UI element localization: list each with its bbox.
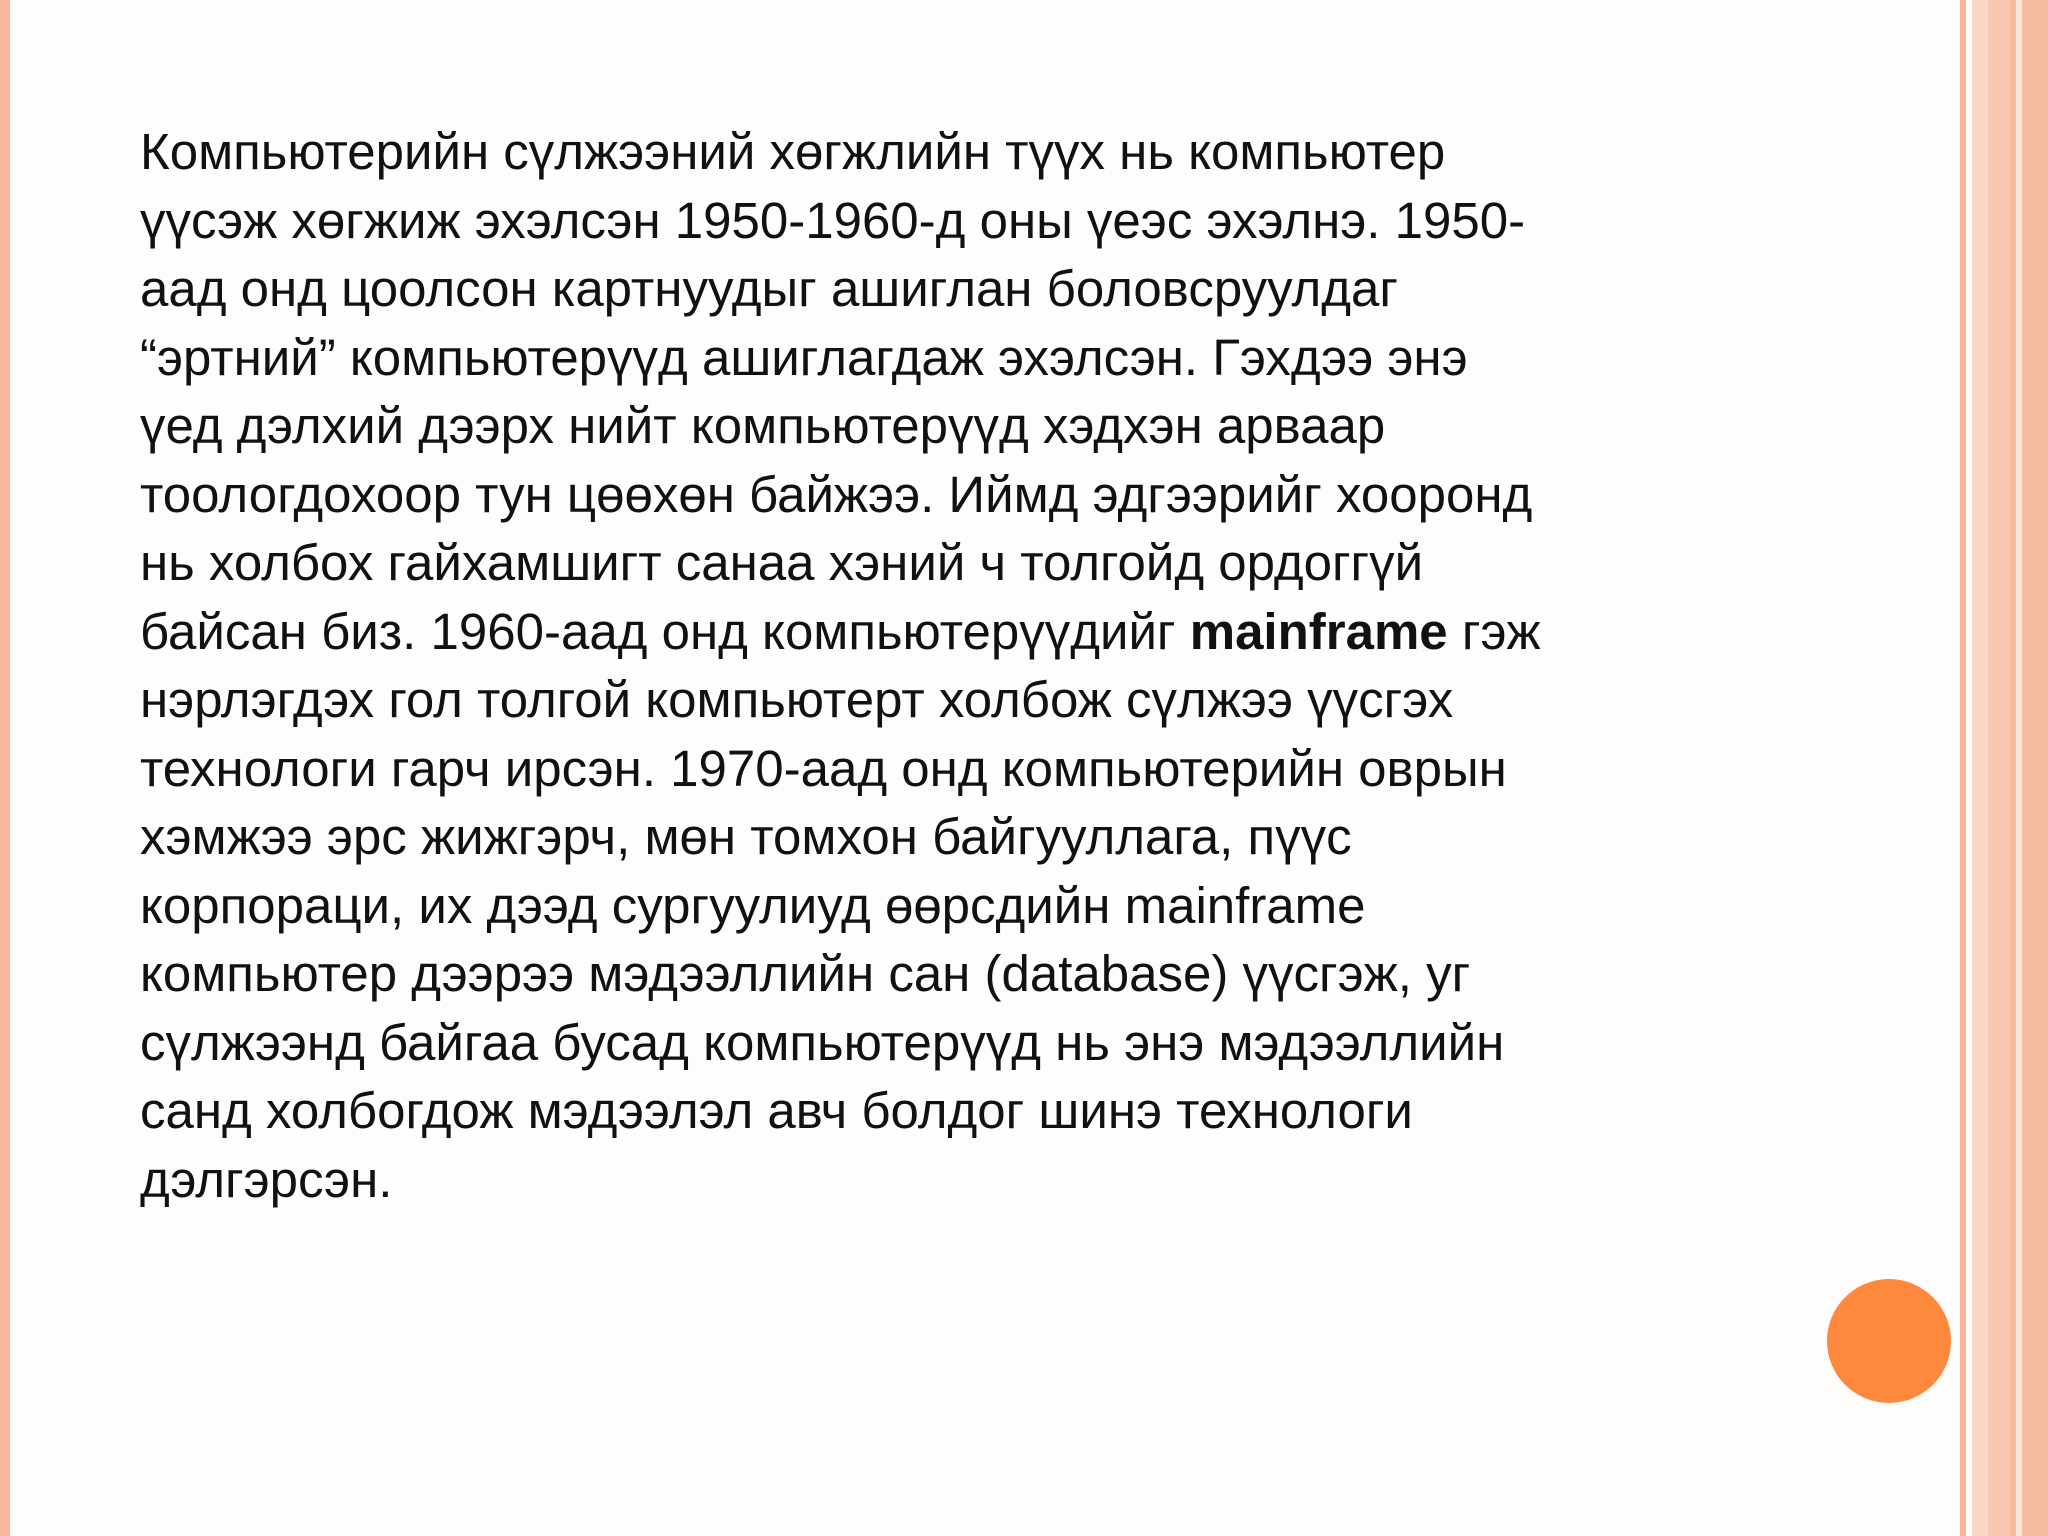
- right-stripe: [2016, 0, 2022, 1536]
- paragraph-line: нь холбох гайхамшигт санаа хэний ч толгойд ордоггүй: [140, 534, 1424, 591]
- paragraph-line-end: гэж: [1447, 602, 1541, 660]
- paragraph-line: технологи гарч ирсэн. 1970-аад онд компьютерийн оврын: [140, 739, 1507, 797]
- paragraph-line: Компьютерийн сүлжээний хөгжлийн түүх нь компьютер: [140, 123, 1446, 180]
- paragraph-line: санд холбогдож мэдээлэл авч болдог шинэ технологи: [140, 1082, 1413, 1139]
- paragraph-line: тоологдохоор тун цөөхөн байжээ. Иймд эдгээрийг хооронд: [140, 465, 1533, 523]
- right-stripe: [1988, 0, 2010, 1536]
- paragraph-line: дэлгэрсэн.: [140, 1150, 393, 1208]
- bold-term-mainframe: mainframe: [1189, 602, 1448, 660]
- paragraph-line: корпораци, их дээд сургуулиуд өөрсдийн mainframe: [140, 876, 1366, 934]
- paragraph-line: үүсэж хөгжиж эхэлсэн 1950-1960-д оны үеэс эхэлнэ. 1950-: [140, 191, 1526, 249]
- right-stripe: [1960, 0, 1966, 1536]
- paragraph-line: “эртний” компьютерүүд ашиглагдаж эхэлсэн. Гэхдээ энэ: [140, 328, 1468, 386]
- paragraph-line: компьютер дээрээ мэдээллийн сан (database) үүсгэж, уг: [140, 945, 1471, 1002]
- paragraph-line-start: байсан биз. 1960-аад онд компьютерүүдийг: [140, 602, 1190, 660]
- paragraph-line: хэмжээ эрс жижгэрч, мөн томхон байгууллага, пүүс: [140, 808, 1352, 865]
- paragraph-line: үед дэлхий дээрх нийт компьютерүүд хэдхэн арваар: [140, 397, 1386, 454]
- body-paragraph: [140, 118, 1780, 1214]
- left-border: [0, 0, 10, 1536]
- right-stripe: [1972, 0, 1988, 1536]
- paragraph-line-with-bold: [140, 598, 1780, 667]
- paragraph-line: аад онд цоолсон картнуудыг ашиглан боловсруулдаг: [140, 260, 1398, 317]
- orange-circle-decoration: [1827, 1279, 1951, 1403]
- paragraph-line: сүлжээнд байгаа бусад компьютерүүд нь энэ мэдээллийн: [140, 1013, 1505, 1071]
- paragraph-line: нэрлэгдэх гол толгой компьютерт холбож сүлжээ үүсгэх: [140, 671, 1454, 728]
